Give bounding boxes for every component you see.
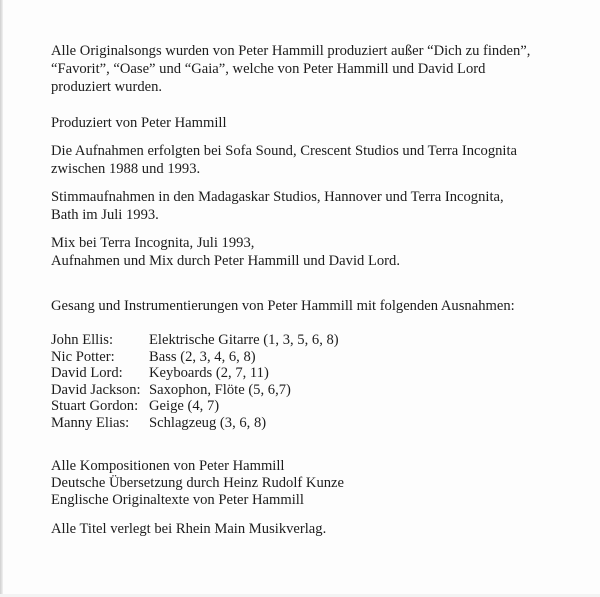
text-line: produziert wurden. (51, 79, 163, 95)
credits-list (51, 332, 591, 432)
page-left-edge-shadow (0, 0, 3, 597)
text-line: Gesang und Instrumentierungen von Peter Hammill mit folgenden Ausnahmen: (51, 298, 515, 314)
text-line: Bath im Juli 1993. (51, 207, 159, 223)
paragraph-instrumentation-intro (51, 297, 591, 315)
musician-name: David Jackson: (51, 381, 141, 398)
musician-name: John Ellis: (51, 332, 114, 348)
text-line: Mix bei Terra Incognita, Juli 1993, (51, 235, 255, 251)
musician-name: David Lord: (51, 365, 123, 382)
musician-role: Saxophon, Flöte (5, 6,7) (149, 381, 291, 398)
musician-name: Nic Potter: (51, 348, 115, 365)
paragraph-producer (51, 114, 591, 132)
musician-role: Bass (2, 3, 4, 6, 8) (149, 348, 256, 365)
musician-role: Schlagzeug (3, 6, 8) (149, 414, 267, 431)
text-line: Alle Kompositionen von Peter Hammill (51, 457, 285, 474)
paragraph-recordings (51, 142, 591, 178)
text-line: Alle Originalsongs wurden von Peter Hammill produziert außer “Dich zu finden”, (51, 43, 531, 59)
text-line: Stimmaufnahmen in den Madagaskar Studios, Hannover und Terra Incognita, (51, 189, 504, 205)
paragraph-vocals (51, 188, 591, 224)
text-line: Aufnahmen und Mix durch Peter Hammill und David Lord. (51, 253, 400, 269)
text-line: zwischen 1988 und 1993. (51, 161, 201, 177)
text-line: Englische Originaltexte von Peter Hammill (51, 491, 304, 508)
paragraph-mix (51, 234, 591, 270)
text-line: Deutsche Übersetzung durch Heinz Rudolf Kunze (51, 474, 344, 491)
musician-role: Keyboards (2, 7, 11) (149, 365, 269, 382)
musician-name: Stuart Gordon: (51, 398, 139, 415)
paragraph-original-songs (51, 42, 591, 96)
text-line: Die Aufnahmen erfolgten bei Sofa Sound, Crescent Studios und Terra Incognita (51, 143, 518, 159)
musician-role: Geige (4, 7) (149, 398, 220, 415)
paragraph-publisher (51, 520, 591, 538)
credit-row (51, 382, 591, 399)
credit-row (51, 415, 591, 432)
credit-row (51, 398, 591, 415)
credit-row (51, 332, 591, 349)
text-line: Alle Titel verlegt bei Rhein Main Musikverlag. (51, 520, 327, 537)
text-line: “Favorit”, “Oase” und “Gaia”, welche von Peter Hammill und David Lord (51, 61, 486, 77)
musician-name: Manny Elias: (51, 414, 130, 431)
text-line: Produziert von Peter Hammill (51, 115, 227, 131)
credit-row (51, 349, 591, 366)
paragraph-compositions (51, 458, 591, 509)
musician-role: Elektrische Gitarre (1, 3, 5, 6, 8) (149, 332, 339, 348)
liner-notes (51, 42, 591, 538)
credit-row (51, 365, 591, 382)
